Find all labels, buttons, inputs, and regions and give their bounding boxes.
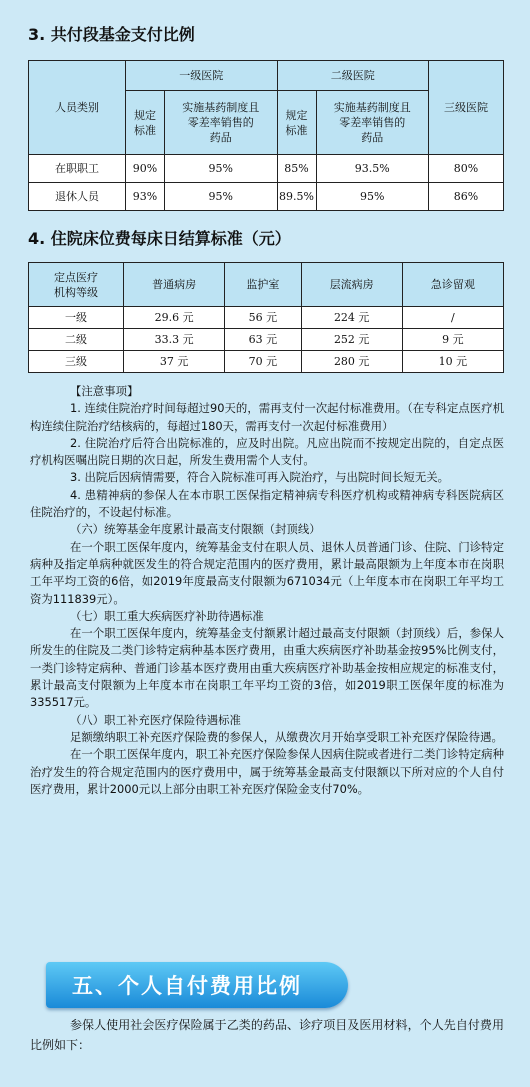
paragraph-8a: 足额缴纳职工补充医疗保险费的参保人，从缴费次月开始享受职工补充医疗保险待遇。: [70, 729, 503, 744]
table-row: [29, 155, 504, 183]
paragraph-7: 在一个职工医保年度内，统筹基金支付额累计超过最高支付限额（封顶线）后，参保人所发生的住院及二类门诊特定病种基本医疗费用，由重大疾病医疗补助基金按95%比例支付，一类门诊特定病种、普通门诊基本医疗费用由重大疾病医疗补助基金按相应规定的标准支付，累计最高支付限额为上年度本市在岗职工年平均工资的3倍，如2019职工医保年度的标准为335517元。: [30, 626, 504, 710]
cell: /: [402, 307, 503, 329]
note-4: 4. 患精神病的参保人在本市职工医保指定精神病专科医疗机构或精神病专科医院病区住院治疗的，不设起付标准。: [30, 487, 504, 520]
section5-title: 五、个人自付费用比例: [72, 974, 302, 998]
header-level1: 一级医院: [126, 61, 278, 91]
section5-banner: [46, 962, 348, 1008]
cell: 252 元: [301, 329, 402, 351]
cell: 63 元: [225, 329, 301, 351]
header-category: 人员类别: [29, 61, 126, 155]
cell: 56 元: [225, 307, 301, 329]
table-row: [29, 307, 504, 329]
cell: 70 元: [225, 351, 301, 373]
cell: 280 元: [301, 351, 402, 373]
header-icu: 监护室: [225, 263, 301, 307]
cell: 93%: [126, 183, 165, 211]
row-label: 在职职工: [29, 155, 126, 183]
header-essential-2: 实施基药制度且 零差率销售的 药品: [316, 91, 429, 155]
section4-title: 4. 住院床位费每床日结算标准（元）: [28, 229, 291, 248]
paragraph-8b: 在一个职工医保年度内，职工补充医疗保险参保人因病住院或者进行二类门诊特定病种治疗发生的符合规定范围内的医疗费用中，属于统筹基金最高支付限额以下所对应的个人自付医疗费用，累计2000元以上部分由职工补充医疗保险金支付70%。: [30, 747, 504, 796]
cell: 95%: [316, 183, 429, 211]
section5-text-block: [30, 1015, 504, 1055]
cell: 37 元: [124, 351, 225, 373]
notes-heading: 【注意事项】: [70, 384, 139, 398]
cell: 10 元: [402, 351, 503, 373]
cell: 93.5%: [316, 155, 429, 183]
cell: 89.5%: [277, 183, 316, 211]
table-row: [29, 183, 504, 211]
header-level2: 二级医院: [277, 61, 429, 91]
cell: 90%: [126, 155, 165, 183]
cell: 9 元: [402, 329, 503, 351]
cell: 二级: [29, 329, 124, 351]
notes-block: [30, 383, 504, 798]
note-3: 3. 出院后因病情需要，符合入院标准可再入院治疗，与出院时间长短无关。: [70, 470, 449, 485]
cell: 85%: [277, 155, 316, 183]
cell: 三级: [29, 351, 124, 373]
copay-ratio-table: [28, 60, 504, 211]
header-rule-1: 规定 标准: [126, 91, 165, 155]
heading-6: （六）统筹基金年度累计最高支付限额（封顶线）: [70, 522, 321, 537]
cell: 95%: [165, 183, 278, 211]
note-1: 1. 连续住院治疗时间每超过90天的，需再支付一次起付标准费用。（在专科定点医疗机构连续住院治疗结核病的，每超过180天，需再支付一次起付标准费用）: [30, 401, 504, 433]
cell: 80%: [429, 155, 504, 183]
cell: 29.6 元: [124, 307, 225, 329]
header-level3: 三级医院: [429, 61, 504, 155]
header-essential-1: 实施基药制度且 零差率销售的 药品: [165, 91, 278, 155]
header-rule-2: 规定 标准: [277, 91, 316, 155]
cell: 95%: [165, 155, 278, 183]
cell: 33.3 元: [124, 329, 225, 351]
cell: 一级: [29, 307, 124, 329]
heading-7: （七）职工重大疾病医疗补助待遇标准: [70, 608, 264, 623]
header-laminar-ward: 层流病房: [301, 263, 402, 307]
row-label: 退休人员: [29, 183, 126, 211]
table-row: [29, 329, 504, 351]
header-level: 定点医疗 机构等级: [29, 263, 124, 307]
cell: 86%: [429, 183, 504, 211]
header-emergency: 急诊留观: [402, 263, 503, 307]
note-2: 2. 住院治疗后符合出院标准的，应及时出院。凡应出院而不按规定出院的，自定点医疗机构医嘱出院日期的次日起，所发生费用需个人支付。: [30, 435, 504, 468]
bed-fee-table: [28, 262, 504, 373]
section5-paragraph: 参保人使用社会医疗保险属于乙类的药品、诊疗项目及医用材料，个人先自付费用比例如下：: [30, 1018, 504, 1052]
cell: 224 元: [301, 307, 402, 329]
header-general-ward: 普通病房: [124, 263, 225, 307]
table-row: [29, 351, 504, 373]
section3-title: 3. 共付段基金支付比例: [28, 25, 195, 44]
paragraph-6: 在一个职工医保年度内，统筹基金支付在职人员、退休人员普通门诊、住院、门诊特定病种及指定单病种就医发生的符合规定范围内的医疗费用，累计最高限额为上年度本市在岗职工年平均工资的6倍，如2019年度最高支付限额为671034元（上年度本市在岗职工年平均工资为111839元）。: [30, 539, 504, 606]
heading-8: （八）职工补充医疗保险待遇标准: [70, 712, 241, 727]
